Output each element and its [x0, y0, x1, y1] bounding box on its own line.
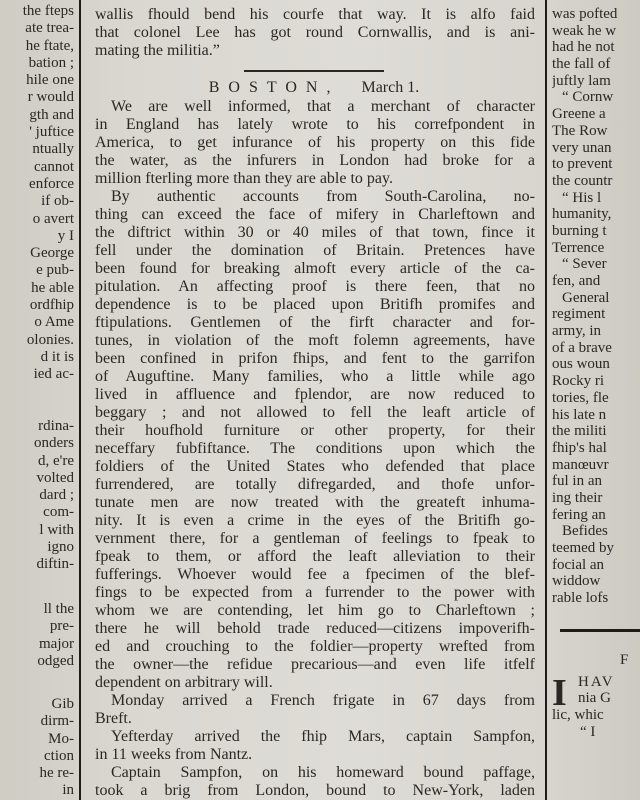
text-line: dirm- — [40, 713, 74, 730]
text-line: juftly lam — [552, 72, 611, 89]
next-article-heading: F — [620, 651, 629, 668]
column-rule — [545, 0, 547, 800]
text-line: o avert — [32, 210, 74, 227]
right-column-fragment — [552, 0, 640, 800]
text-line: neceffary fubfiftance. The conditions upon which the — [95, 440, 535, 457]
text-line: diftin- — [36, 556, 74, 573]
text-line: in 11 weeks from Nantz. — [95, 746, 253, 763]
paragraph — [84, 728, 544, 764]
text-line: Yefterday arrived the fhip Mars, captain Sampfon, — [111, 728, 535, 745]
text-line: the fall of — [552, 56, 611, 73]
text-line: fpeak to them, or afford the leaft alleviation to their — [95, 548, 535, 565]
text-line: bation ; — [28, 54, 74, 71]
text-line: enforce — [29, 175, 74, 192]
text-line: their houfhold furniture or other property, for their — [95, 422, 535, 439]
text-line: regiment — [552, 306, 606, 323]
text-line: onders — [34, 435, 74, 452]
text-line: nity. It is even a crime in the eyes of the Britifh go- — [95, 512, 535, 529]
text-line: cannot — [34, 158, 74, 175]
text-line: burning t — [552, 222, 607, 239]
text-line: olonies. — [26, 331, 74, 348]
paragraph — [552, 523, 640, 606]
text-line: fen, and — [552, 273, 601, 289]
text-fragment-group — [34, 418, 74, 574]
text-line: that colonel Lee has got round Cornwallis, and is ani- — [95, 24, 535, 41]
text-fragment-group — [37, 601, 74, 670]
text-line: fings to be expected from a furrender to the power with — [95, 584, 535, 601]
text-line: volted — [36, 469, 74, 486]
text-line: ' juftice — [29, 124, 74, 141]
text-line: ful in an — [552, 473, 602, 490]
text-line: if ob- — [41, 193, 74, 210]
text-line: beggary ; and not allowed to fell the leaft article of — [95, 404, 535, 421]
paragraph — [84, 692, 544, 728]
paragraph — [84, 764, 544, 800]
dateline — [84, 78, 544, 98]
text-fragment-group — [23, 3, 74, 384]
paragraph — [84, 98, 544, 188]
column-rule — [79, 0, 81, 800]
paragraph — [552, 6, 640, 89]
text-line: lic, whic — [552, 707, 604, 724]
text-line: Gib — [51, 696, 74, 712]
text-line: he able — [31, 279, 74, 296]
text-line: million fterling more than they are able to pay. — [95, 170, 393, 187]
text-line: igno — [47, 539, 74, 556]
text-line: com- — [43, 504, 74, 521]
text-line: thing can exceed the face of mifery in Charleftown and — [95, 206, 535, 223]
text-line: been confined in prifon fhips, and fent to the garrifon — [95, 350, 535, 367]
paragraph — [552, 256, 640, 289]
text-line: Captain Sampfon, on his homeward bound paffage, — [111, 764, 535, 781]
text-line: ed and crouching to the foldier—property wrefted from — [95, 638, 535, 655]
section-separator-rule — [244, 70, 384, 72]
text-line: the diftrict within 30 or 40 miles of that town, fince it — [95, 224, 535, 241]
text-line: Befides — [562, 523, 608, 540]
text-line: of a brave — [552, 339, 612, 356]
text-line: “ Cornw — [562, 89, 614, 106]
text-line: in — [62, 782, 74, 799]
text-line: furrendered, are totally difregarded, and thofe unfor- — [95, 476, 535, 493]
text-line: nia G — [578, 690, 611, 707]
text-line: Greene a — [552, 106, 606, 123]
text-line: the militi — [552, 423, 607, 440]
text-line: rdina- — [38, 418, 74, 434]
text-line: Breft. — [95, 710, 132, 727]
text-line: General — [562, 289, 610, 306]
text-line: ftipulations. Gentlemen of the firft character and for- — [95, 314, 535, 331]
text-line: Monday arrived a French frigate in 67 days from — [111, 692, 535, 709]
text-line: The Row — [552, 122, 608, 139]
text-line: ous woun — [552, 356, 610, 373]
text-line: mating the militia.” — [95, 42, 220, 59]
text-line: tunes, in violation of the moft folemn agreements, have — [95, 332, 535, 349]
text-line: dependence is to be placed upon Britifh promifes and — [95, 296, 535, 313]
text-line: fufferings. Whoever would fee a fpecimen of the blef- — [95, 566, 535, 583]
paragraph — [552, 190, 640, 257]
text-line: humanity, — [552, 206, 612, 223]
text-line: ate trea- — [25, 20, 74, 37]
text-line: had he not — [552, 39, 615, 56]
text-line: “ Sever — [562, 256, 607, 273]
text-line: ing their — [552, 489, 603, 506]
paragraph — [552, 89, 640, 189]
text-line: l with — [39, 521, 74, 538]
text-line: there he will behold trade reduced—citizens impoverifh- — [95, 620, 535, 637]
text-line: fering an — [552, 506, 606, 523]
text-line: very unan — [552, 139, 612, 156]
text-line: fhip's hal — [552, 439, 607, 456]
text-line: odged — [37, 652, 74, 669]
text-line: was pofted — [552, 6, 618, 22]
text-fragment-group — [39, 696, 74, 800]
text-line: “ His l — [562, 189, 602, 206]
text-line: foldiers of the United States who defended that place — [95, 458, 535, 475]
left-column-fragment — [0, 0, 76, 800]
text-line: the countr — [552, 172, 613, 189]
text-line: gth and — [29, 106, 74, 123]
text-line: manœuvr — [552, 456, 609, 473]
text-line: pre- — [49, 618, 74, 635]
text-line: Mo- — [48, 730, 74, 747]
text-line: By authentic accounts from South-Carolina, no- — [111, 188, 535, 205]
next-article-body — [552, 671, 640, 741]
text-line: major — [39, 635, 74, 652]
text-line: d it is — [40, 348, 74, 365]
text-line: Rocky ri — [552, 373, 605, 390]
text-line: to prevent — [552, 156, 613, 173]
text-line: d, e're — [37, 452, 74, 469]
text-line: Terrence — [552, 239, 605, 256]
text-line: in England has lately wrote to his correfpondent in — [95, 116, 535, 133]
text-line: weak he w — [552, 22, 617, 39]
text-line: the water, as the infurers in London had broke for a — [95, 152, 535, 169]
text-line: ction — [44, 747, 74, 764]
text-line: dard ; — [39, 487, 74, 504]
text-line: dependent on arbitrary will. — [95, 674, 273, 691]
text-line: hile one — [26, 72, 74, 89]
dateline-date: March 1. — [361, 79, 420, 96]
text-line: the owner—the refidue precarious—and even life itfelf — [95, 656, 535, 673]
text-line: he re- — [39, 765, 74, 782]
text-line: ll the — [43, 601, 74, 617]
text-line: vernment there, for a gentleman of feelings to fpeak to — [95, 530, 535, 547]
drop-cap: I — [552, 671, 567, 714]
lead-paragraph — [84, 6, 544, 60]
text-line: tunate men are now treated with the greateft inhuma- — [95, 494, 535, 511]
text-line: fell under the domination of Britain. Pretences have — [95, 242, 535, 259]
text-line: focial an — [552, 556, 605, 573]
text-line: America, to get infurance of his property on this fide — [95, 134, 535, 151]
text-line: ied ac- — [33, 366, 74, 383]
text-line: the fteps — [22, 3, 74, 19]
text-line: of Auguftine. Many families, who a little while ago — [95, 368, 535, 385]
text-line: been found for breaking almoft every article of the ca- — [95, 260, 535, 277]
text-line: wallis fhould bend his courfe that way. It is alfo faid — [95, 6, 535, 23]
text-line: tories, fle — [552, 389, 609, 406]
dateline-city: BOSTON, — [208, 79, 340, 96]
text-line: ntually — [32, 141, 74, 158]
text-line: ordfhip — [29, 297, 74, 314]
text-line: army, in — [552, 323, 602, 340]
article-body — [84, 98, 544, 800]
text-line: We are well informed, that a merchant of character — [111, 98, 535, 115]
text-line: he ftate, — [25, 37, 74, 54]
text-line: widdow — [552, 573, 601, 590]
section-separator-rule — [560, 629, 640, 632]
text-line: whom we are contending, let him go to Charleftown ; — [95, 602, 535, 619]
text-line: e pub- — [36, 262, 74, 279]
text-line: rable lofs — [552, 590, 609, 607]
text-line: took a brig from London, bound to New-York, laden — [95, 782, 535, 799]
text-line: o Ame — [34, 314, 74, 331]
text-line: his late n — [552, 406, 607, 423]
right-article-body — [552, 6, 640, 607]
text-line: George — [30, 245, 74, 262]
paragraph — [552, 290, 640, 524]
center-column-article — [84, 0, 544, 800]
text-line: “ I — [580, 723, 596, 740]
text-line: pitulation. An affecting proof is there feen, that no — [95, 278, 535, 295]
text-line: HAV — [578, 673, 615, 690]
paragraph — [84, 188, 544, 692]
text-line: y I — [57, 227, 74, 244]
text-line: teemed by — [552, 540, 615, 556]
text-line: lived in affluence and fplendor, are now reduced to — [95, 386, 535, 403]
text-line: r would — [27, 89, 74, 106]
